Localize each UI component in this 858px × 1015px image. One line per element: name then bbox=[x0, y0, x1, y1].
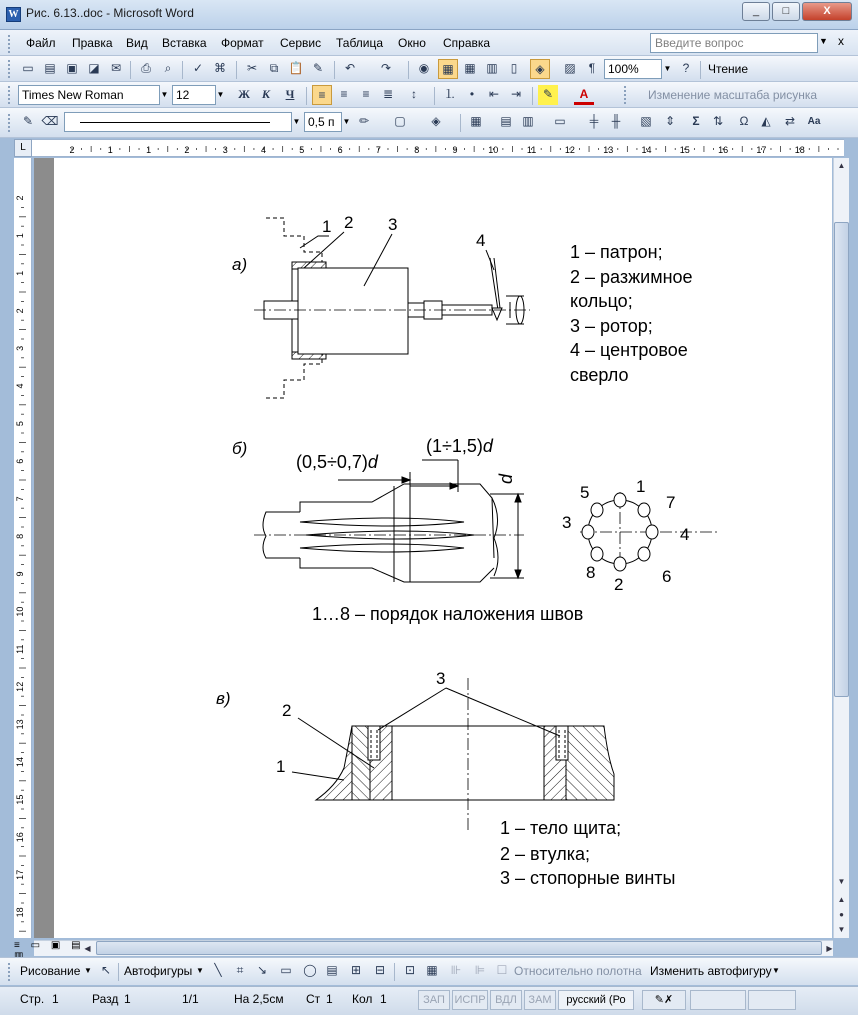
autoshapes-button[interactable]: Автофигуры bbox=[124, 964, 193, 978]
legend-c-line-2: 2 – втулка; bbox=[500, 844, 591, 864]
weld-seam-lower bbox=[300, 544, 464, 552]
maximize-button[interactable]: □ bbox=[772, 2, 800, 21]
underline-button[interactable]: Ч bbox=[285, 87, 295, 101]
status-empty-1 bbox=[690, 990, 746, 1010]
paste-icon[interactable]: 📋 bbox=[288, 61, 304, 75]
autoshapes-dropdown-icon[interactable]: ▼ bbox=[196, 966, 204, 975]
status-col-value: 1 bbox=[380, 992, 387, 1006]
ruler-label: 18 bbox=[794, 145, 805, 155]
status-track-changes[interactable]: ИСПР bbox=[452, 990, 488, 1010]
shield-body-right bbox=[566, 726, 614, 800]
ruler-label: 4 bbox=[260, 145, 267, 155]
help-icon[interactable]: ? bbox=[682, 61, 690, 75]
italic-button[interactable]: К bbox=[261, 87, 271, 101]
insert-table-icon[interactable]: ▦ bbox=[470, 114, 482, 128]
email-icon[interactable]: ✉ bbox=[110, 61, 122, 75]
draw-table-icon[interactable]: ✎ bbox=[22, 114, 34, 128]
insert-table-icon[interactable]: ▦ bbox=[464, 61, 476, 75]
weld-point-3 bbox=[582, 525, 594, 539]
spelling-icon[interactable]: ✓ bbox=[192, 61, 204, 75]
set-screw-right bbox=[556, 726, 568, 760]
next-page-icon[interactable]: ▼ bbox=[837, 925, 846, 934]
vruler-label: 6 bbox=[15, 458, 25, 464]
text-direction-icon[interactable]: ⇕ bbox=[664, 114, 676, 128]
align-center-icon[interactable]: ≡ bbox=[340, 87, 348, 101]
callout-a-2: 2 bbox=[344, 213, 354, 232]
permission-icon[interactable]: ◪ bbox=[88, 61, 100, 75]
weld-seam-upper bbox=[300, 518, 464, 526]
connector-icon[interactable]: ⌗ bbox=[236, 963, 244, 977]
draw-dropdown-icon[interactable]: ▼ bbox=[84, 966, 92, 975]
eraser-icon[interactable]: ⌫ bbox=[41, 114, 59, 128]
new-document-icon[interactable]: ▭ bbox=[22, 61, 34, 75]
chuck-outline-bottom bbox=[266, 354, 322, 398]
menu-tools[interactable]: Сервис bbox=[280, 36, 322, 50]
ruler-label: 16 bbox=[718, 145, 729, 155]
minimize-button[interactable]: _ bbox=[742, 2, 770, 21]
ruler-label: 17 bbox=[756, 145, 767, 155]
ruler-label: 1 bbox=[146, 145, 152, 155]
status-empty-2 bbox=[748, 990, 796, 1010]
font-color-button[interactable]: A bbox=[574, 85, 594, 105]
scale-picture-button[interactable]: Изменение масштаба рисунка bbox=[648, 88, 818, 102]
ruler-label: 6 bbox=[337, 145, 343, 155]
table-autoformat-icon[interactable]: ▧ bbox=[640, 114, 652, 128]
menu-grip[interactable] bbox=[8, 35, 11, 53]
oval-tool-icon[interactable]: ◯ bbox=[303, 963, 317, 977]
callout-c-2: 2 bbox=[282, 701, 292, 720]
vruler-label: 2 bbox=[15, 308, 25, 314]
status-col-label: Кол bbox=[352, 992, 373, 1006]
sum-button[interactable]: Σ bbox=[692, 114, 700, 128]
shading-icon[interactable]: ◈ bbox=[431, 114, 441, 128]
scroll-up-icon[interactable]: ▲ bbox=[837, 161, 846, 170]
menu-edit[interactable]: Правка bbox=[72, 36, 113, 50]
vertical-scroll-thumb[interactable] bbox=[834, 222, 849, 697]
dim-left-label bbox=[296, 452, 379, 472]
vruler-label: 4 bbox=[15, 383, 25, 389]
weld-num-6: 6 bbox=[662, 567, 672, 586]
dim-right-var: d bbox=[482, 436, 493, 456]
find-replace-icon[interactable]: ⇄ bbox=[784, 114, 796, 128]
distribute-columns-icon[interactable]: ╫ bbox=[611, 114, 621, 128]
line-weight-select[interactable]: 0,5 п bbox=[304, 112, 342, 132]
ruler-label: 15 bbox=[679, 145, 690, 155]
horizontal-scroll-thumb[interactable] bbox=[96, 941, 822, 955]
reading-layout-button[interactable]: Чтение bbox=[708, 62, 749, 76]
change-autoshape-dropdown-icon[interactable]: ▼ bbox=[772, 966, 780, 975]
weld-num-1: 1 bbox=[636, 477, 646, 496]
vruler-label: 3 bbox=[15, 345, 25, 351]
ruler-label: 14 bbox=[641, 145, 652, 155]
insert-excel-icon[interactable]: ▥ bbox=[486, 61, 498, 75]
line-style-dropdown-icon[interactable]: ▼ bbox=[292, 117, 301, 126]
justify-icon[interactable]: ≣ bbox=[382, 87, 394, 101]
font-size-select[interactable]: 12 bbox=[172, 85, 216, 105]
diagram-a bbox=[254, 218, 530, 398]
vruler-label: 18 bbox=[15, 907, 25, 918]
separator bbox=[182, 61, 183, 79]
ruler-label: 7 bbox=[375, 145, 381, 155]
dim-right-label bbox=[426, 436, 494, 456]
vruler-label: 13 bbox=[15, 719, 25, 730]
legend-a-line-6: сверло bbox=[570, 365, 629, 385]
copy-icon[interactable]: ⧉ bbox=[269, 61, 279, 75]
callout-a-1: 1 bbox=[322, 217, 332, 236]
format-painter-icon[interactable]: ✎ bbox=[312, 61, 324, 75]
open-folder-icon[interactable]: ▤ bbox=[44, 61, 56, 75]
font-name-select[interactable]: Times New Roman bbox=[18, 85, 160, 105]
weld-point-5 bbox=[591, 503, 603, 517]
vruler-label: 5 bbox=[15, 421, 25, 427]
figure-drawing[interactable] bbox=[54, 158, 832, 938]
line-tool-icon[interactable]: ╲ bbox=[214, 963, 222, 977]
weld-num-2: 2 bbox=[614, 575, 624, 594]
redo-icon[interactable]: ↷ bbox=[380, 61, 392, 75]
distribute-v-icon[interactable]: ⊫ bbox=[474, 963, 486, 977]
legend-a-line-2: 2 – разжимное bbox=[570, 267, 693, 287]
status-pages: 1/1 bbox=[182, 992, 199, 1006]
label-c: в) bbox=[216, 689, 231, 708]
status-line-value: 1 bbox=[326, 992, 333, 1006]
font-name-dropdown-icon[interactable]: ▼ bbox=[160, 90, 169, 99]
scroll-left-icon[interactable]: ◀ bbox=[84, 944, 91, 953]
numbering-icon[interactable]: ⒈ bbox=[443, 87, 456, 101]
research-icon[interactable]: ⌘ bbox=[214, 61, 226, 75]
dim-left-var: d bbox=[367, 452, 378, 472]
distribute-rows-icon[interactable]: ╪ bbox=[589, 114, 599, 128]
print-icon[interactable]: ⎙ bbox=[141, 61, 151, 75]
separator bbox=[434, 87, 435, 105]
vruler-label: 8 bbox=[15, 533, 25, 539]
relative-to-canvas-button[interactable]: Относительно полотна bbox=[514, 964, 642, 978]
vruler-label: 15 bbox=[15, 794, 25, 805]
label-a: а) bbox=[232, 255, 248, 274]
legend-a-line-5: 4 – центровое bbox=[570, 340, 688, 360]
status-overtype[interactable]: ЗАМ bbox=[524, 990, 556, 1010]
legend-c-line-3: 3 – стопорные винты bbox=[500, 868, 676, 888]
select-objects-icon[interactable]: ↖ bbox=[100, 963, 112, 977]
weld-num-7: 7 bbox=[666, 493, 676, 512]
callout-c-3: 3 bbox=[436, 669, 446, 688]
weld-point-4 bbox=[646, 525, 658, 539]
highlight-icon[interactable]: ✎ bbox=[538, 85, 558, 105]
status-language[interactable]: русский (Ро bbox=[558, 990, 634, 1010]
page-margin-area bbox=[34, 158, 54, 938]
separator bbox=[394, 963, 395, 981]
set-screw-left bbox=[368, 726, 380, 760]
draw-menu-button[interactable]: Рисование bbox=[20, 964, 81, 978]
insert-symbol-button[interactable]: Ω bbox=[739, 114, 749, 128]
separator bbox=[700, 61, 701, 79]
weld-point-6 bbox=[638, 547, 650, 561]
separator bbox=[408, 61, 409, 79]
close-window-button[interactable]: X bbox=[802, 2, 852, 21]
ruler-label: 1 bbox=[107, 145, 113, 155]
toolbar-grip[interactable] bbox=[624, 86, 627, 104]
align-left-icon[interactable]: ≡ bbox=[312, 85, 332, 105]
separator bbox=[460, 114, 461, 132]
previous-page-icon[interactable]: ▲ bbox=[837, 895, 846, 904]
weld-num-4: 4 bbox=[680, 525, 690, 544]
ruler-label: 13 bbox=[603, 145, 614, 155]
weld-point-1 bbox=[614, 493, 626, 507]
weld-num-8: 8 bbox=[586, 563, 596, 582]
legend-c bbox=[500, 818, 675, 888]
browse-object-icon[interactable]: ● bbox=[839, 910, 844, 919]
vruler-label: 16 bbox=[15, 832, 25, 843]
status-page-value: 1 bbox=[52, 992, 59, 1006]
font-size-dropdown-icon[interactable]: ▼ bbox=[216, 90, 225, 99]
weld-point-2 bbox=[614, 557, 626, 571]
border-color-icon[interactable]: ✏ bbox=[358, 114, 370, 128]
ruler-label: 2 bbox=[184, 145, 190, 155]
decrease-indent-icon[interactable]: ⇤ bbox=[488, 87, 500, 101]
callout-c-1: 1 bbox=[276, 757, 286, 776]
bullets-icon[interactable]: • bbox=[469, 87, 475, 101]
align-right-icon[interactable]: ≡ bbox=[362, 87, 370, 101]
status-line-label: Ст bbox=[306, 992, 321, 1006]
menu-table[interactable]: Таблица bbox=[336, 36, 384, 50]
separator bbox=[334, 61, 335, 79]
textbox-tool-icon[interactable]: ▤ bbox=[326, 963, 338, 977]
view-buttons[interactable]: ≡ ▭ ▣ ▤ bbox=[14, 940, 85, 951]
ruler-label: 12 bbox=[564, 145, 575, 155]
separator bbox=[306, 87, 307, 105]
ruler-label: 8 bbox=[414, 145, 420, 155]
toolbar-grip[interactable] bbox=[8, 114, 11, 132]
status-record-macro[interactable]: ЗАП bbox=[418, 990, 450, 1010]
status-page-label: Стр. bbox=[20, 992, 45, 1006]
change-case-button[interactable]: Aa bbox=[807, 116, 821, 127]
callout-a-3: 3 bbox=[388, 215, 398, 234]
weld-num-3: 3 bbox=[562, 513, 572, 532]
group-icon[interactable]: ⊞ bbox=[350, 963, 362, 977]
save-icon[interactable]: ▣ bbox=[66, 61, 78, 75]
ruler-label: 10 bbox=[488, 145, 499, 155]
legend-a bbox=[570, 242, 693, 385]
print-preview-icon[interactable]: ⌕ bbox=[164, 61, 172, 75]
rotor-body bbox=[298, 268, 408, 354]
close-document-button[interactable]: x bbox=[838, 34, 844, 48]
diagram-b bbox=[254, 460, 718, 582]
line-style-select[interactable] bbox=[64, 112, 292, 132]
status-section-label: Разд bbox=[92, 992, 119, 1006]
vruler-label: 1 bbox=[15, 270, 25, 276]
vruler-label: 1 bbox=[15, 233, 25, 239]
vruler-label: 17 bbox=[15, 869, 25, 880]
zoom-select[interactable]: 100% bbox=[604, 59, 662, 79]
help-question-input[interactable]: Введите вопрос bbox=[650, 33, 818, 53]
ruler-label: 2 bbox=[69, 145, 75, 155]
align-cell-icon[interactable]: ▭ bbox=[554, 114, 566, 128]
status-section-value: 1 bbox=[124, 992, 131, 1006]
legend-a-line-3: кольцо; bbox=[570, 291, 633, 311]
status-extend[interactable]: ВДЛ bbox=[490, 990, 522, 1010]
menu-view[interactable]: Вид bbox=[126, 36, 148, 50]
ruler-label: 5 bbox=[299, 145, 305, 155]
ruler-label: 3 bbox=[222, 145, 228, 155]
separator bbox=[130, 61, 131, 79]
zoom-dropdown-icon[interactable]: ▼ bbox=[663, 64, 672, 73]
scroll-down-icon[interactable]: ▼ bbox=[837, 877, 846, 886]
ungroup-icon[interactable]: ⊟ bbox=[374, 963, 386, 977]
vruler-label: 10 bbox=[15, 606, 25, 617]
scroll-right-icon[interactable]: ▶ bbox=[826, 944, 833, 953]
menu-window[interactable]: Окно bbox=[398, 36, 426, 50]
window-title: Рис. 6.13..doc - Microsoft Word bbox=[26, 6, 194, 20]
status-position: На 2,5см bbox=[234, 992, 284, 1006]
shield-body-left bbox=[316, 726, 352, 800]
weld-num-5: 5 bbox=[580, 483, 590, 502]
tables-borders-icon[interactable]: ▦ bbox=[438, 59, 458, 79]
housing-b-bottom bbox=[300, 558, 494, 582]
split-cells-icon[interactable]: ▥ bbox=[522, 114, 534, 128]
menu-file[interactable]: Файл bbox=[26, 36, 56, 50]
document-map-icon[interactable]: ▨ bbox=[564, 61, 576, 75]
vruler-label: 9 bbox=[15, 571, 25, 577]
separator bbox=[236, 61, 237, 79]
vruler-label: 2 bbox=[15, 195, 25, 201]
word-icon[interactable]: W bbox=[6, 7, 21, 22]
toolbar-grip[interactable] bbox=[8, 86, 11, 104]
caption-b: 1…8 – порядок наложения швов bbox=[312, 604, 584, 624]
chuck-outline-top bbox=[266, 218, 322, 262]
separator bbox=[532, 87, 533, 105]
separator bbox=[118, 963, 119, 981]
callout-a-4: 4 bbox=[476, 231, 486, 250]
legend-a-line-1: 1 – патрон; bbox=[570, 242, 663, 262]
vruler-label: 14 bbox=[15, 756, 25, 768]
cut-icon[interactable]: ✂ bbox=[246, 61, 258, 75]
line-spacing-icon[interactable]: ↕ bbox=[411, 87, 417, 101]
distribute-h-icon[interactable]: ⊪ bbox=[450, 963, 462, 977]
weld-point-8 bbox=[591, 547, 603, 561]
ruler-label: 9 bbox=[452, 145, 458, 155]
legend-c-line-1: 1 – тело щита; bbox=[500, 818, 622, 838]
vruler-label: 11 bbox=[15, 644, 25, 654]
legend-a-line-4: 3 – ротор; bbox=[570, 316, 653, 336]
align-distribute-icon[interactable]: ⊡ bbox=[404, 963, 416, 977]
dim-left-prefix: (0,5÷0,7) bbox=[296, 452, 368, 472]
columns-icon[interactable]: ▯ bbox=[510, 61, 518, 75]
menu-format[interactable]: Формат bbox=[221, 36, 264, 50]
sort-icon[interactable]: ⇅ bbox=[712, 114, 724, 128]
bold-button[interactable]: Ж bbox=[238, 87, 250, 101]
merge-cells-icon[interactable]: ▤ bbox=[500, 114, 512, 128]
show-hide-icon[interactable]: ¶ bbox=[588, 61, 596, 75]
vruler-label: 7 bbox=[15, 496, 25, 502]
housing-b-top bbox=[300, 484, 494, 558]
line-weight-dropdown-icon[interactable]: ▼ bbox=[342, 117, 351, 126]
increase-indent-icon[interactable]: ⇥ bbox=[510, 87, 522, 101]
help-dropdown-icon[interactable]: ▼ bbox=[819, 36, 828, 46]
horizontal-ruler[interactable] bbox=[14, 139, 844, 157]
relative-checkbox-icon[interactable]: ☐ bbox=[496, 963, 508, 977]
hyperlink-icon[interactable]: ◉ bbox=[418, 61, 430, 75]
drawing-icon[interactable]: ◈ bbox=[530, 59, 550, 79]
vruler-label: 12 bbox=[15, 681, 25, 692]
borders-icon[interactable]: ▢ bbox=[394, 114, 406, 128]
toolbar-grip[interactable] bbox=[8, 963, 11, 981]
rectangle-tool-icon[interactable]: ▭ bbox=[280, 963, 292, 977]
arrow-tool-icon[interactable]: ↘ bbox=[256, 963, 268, 977]
weld-point-7 bbox=[638, 503, 650, 517]
toolbar-grip[interactable] bbox=[8, 60, 11, 78]
spelling-status-icon[interactable]: ✎✗ bbox=[642, 990, 686, 1010]
label-b: б) bbox=[232, 439, 248, 458]
grid-icon[interactable]: ▦ bbox=[426, 963, 438, 977]
tab-selector[interactable]: L bbox=[14, 139, 32, 157]
ruler-label: 11 bbox=[526, 145, 537, 155]
diagram-c bbox=[292, 678, 614, 830]
dim-vertical-label: d bbox=[496, 473, 516, 484]
undo-icon[interactable]: ↶ bbox=[344, 61, 356, 75]
menu-help[interactable]: Справка bbox=[443, 36, 491, 50]
dim-right-prefix: (1÷1,5) bbox=[426, 436, 483, 456]
paint-bucket-icon[interactable]: ◭ bbox=[761, 114, 771, 128]
change-autoshape-button[interactable]: Изменить автофигуру bbox=[650, 964, 772, 978]
vertical-ruler[interactable] bbox=[14, 158, 32, 938]
menu-insert[interactable]: Вставка bbox=[162, 36, 207, 50]
